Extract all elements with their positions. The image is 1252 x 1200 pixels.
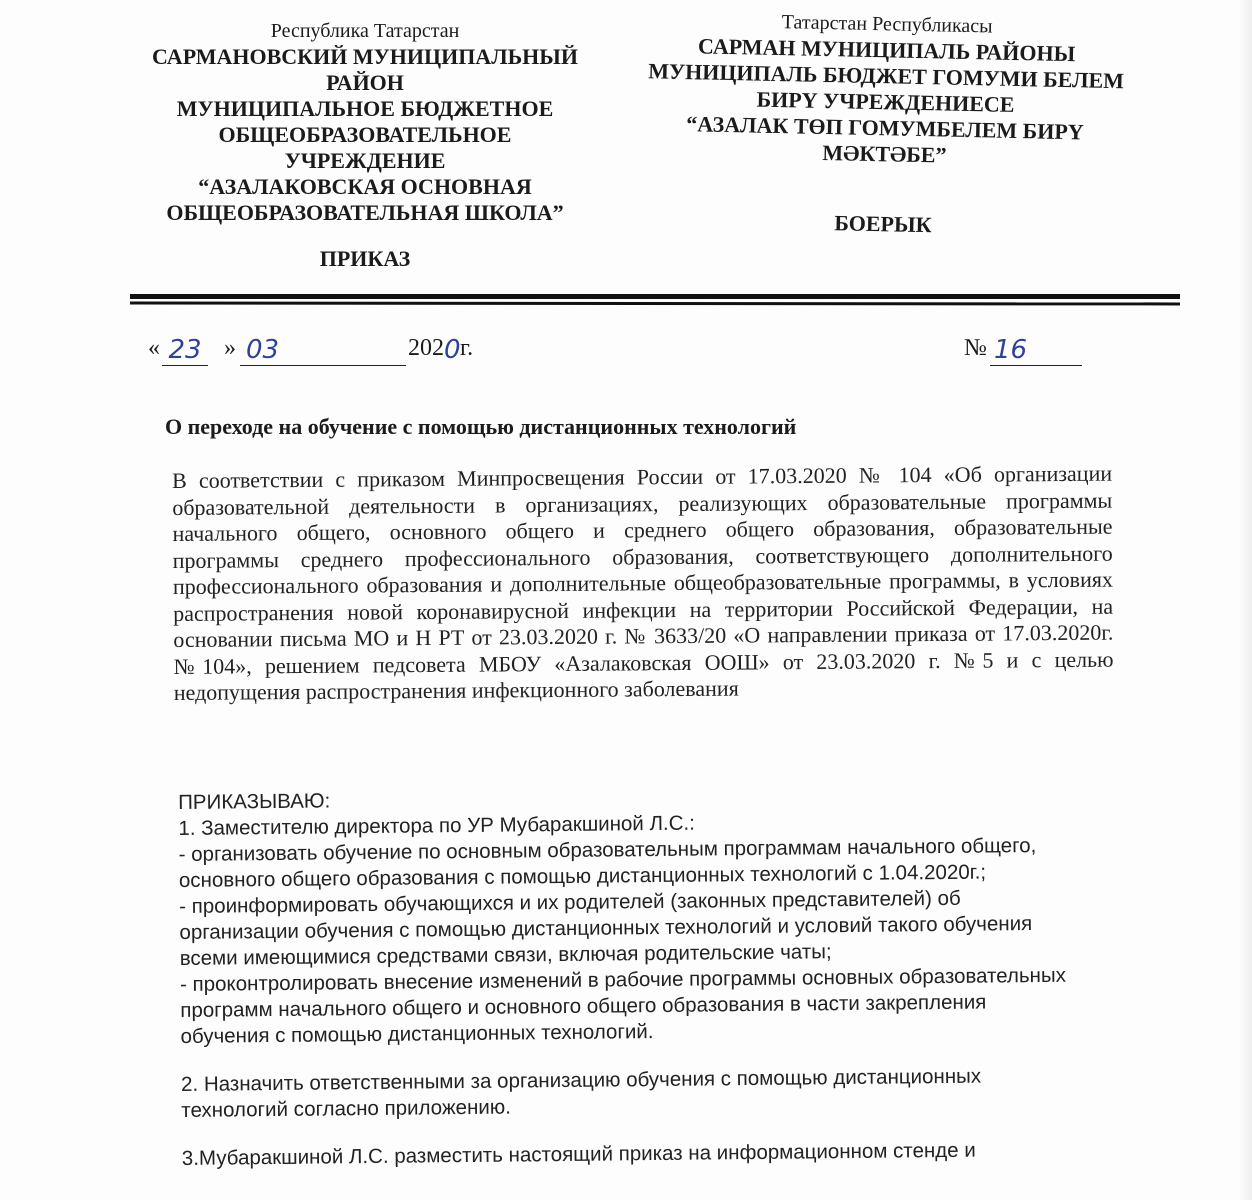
header-left-line: МУНИЦИПАЛЬНОЕ БЮДЖЕТНОЕ (176, 96, 554, 121)
header-right-line: МӘКТӘБЕ” (822, 139, 947, 168)
order-item-1-c: - проконтролировать внесение изменений в рабочие программы основных образовательных программ начального общего и основного общего образования в части закрепления обучения с помощью дистанционных технологий. (179, 963, 1067, 1048)
date-year-suffix: г. (460, 335, 474, 361)
order-section (178, 781, 1082, 1172)
date-number-row (148, 335, 1088, 375)
date-close-quote: » (224, 335, 236, 361)
order-item-3: 3.Мубаракшиной Л.С. разместить настоящий приказ на информационном стенде и (181, 1138, 976, 1170)
header-left-line: ОБЩЕОБРАЗОВАТЕЛЬНОЕ (218, 122, 512, 147)
header-right-block (630, 6, 1140, 243)
header-right-line: “АЗАЛАК ТӨП ГОМУМБЕЛЕМ БИРҮ (686, 111, 1084, 145)
header-left-block (135, 18, 595, 272)
header-divider-thick (130, 294, 1180, 299)
header-left-republic: Республика Татарстан (270, 20, 460, 42)
order-item-1-a: - организовать обучение по основным образовательным программам начального общего, основного общего образования с помощью дистанционных технологий с 1.04.2020г.; (178, 834, 1037, 892)
scan-edge-shadow (1238, 0, 1252, 1200)
header-divider-thin (130, 302, 1180, 306)
date-month: 03 (240, 335, 406, 366)
preamble-paragraph: В соответствии с приказом Минпросвещения России от 17.03.2020 № 104 «Об организации образовательной деятельности в организациях, реализующих образовательные программы начального общего, основного общего и среднего общего образования, образовательные программы среднего профессионального образования, соответствующего дополнительного профессионального образования и дополнительные общеобразовательные программы, в условиях распространения новой коронавирусной инфекции на территории Российской Федерации, на основании письма МО и Н РТ от 23.03.2020 г. № 3633/20 «О направлении приказа от 17.03.2020г. №104», решением педсовета МБОУ «Азалаковская ООШ» от 23.03.2020 г. №5 и с целью недопущения распространения инфекционного заболевания (172, 460, 1114, 705)
date-open-quote: « (148, 335, 160, 361)
header-right-line: МУНИЦИПАЛЬ БЮДЖЕТ ГОМУМИ БЕЛЕМ (647, 58, 1125, 94)
header-right-line: САРМАН МУНИЦИПАЛЬ РАЙОНЫ (697, 33, 1076, 67)
date-year-handwritten: 0 (444, 335, 461, 365)
header-right-republic: Татарстан Республикасы (781, 11, 993, 38)
order-heading: ПРИКАЗЫВАЮ: (178, 789, 331, 814)
header-left-line: ОБЩЕОБРАЗОВАТЕЛЬНАЯ ШКОЛА” (166, 200, 564, 225)
header-left-line: САРМАНОВСКИЙ МУНИЦИПАЛЬНЫЙ (152, 44, 578, 69)
header-left-line: “АЗАЛАКОВСКАЯ ОСНОВНАЯ (198, 174, 532, 199)
header-left-line: РАЙОН (326, 70, 404, 95)
date-year-prefix: 202 (408, 335, 444, 361)
order-title: О переходе на обучение с помощью дистанционных технологий (165, 414, 797, 439)
date-day: 23 (162, 335, 208, 366)
header-right-line: БИРҮ УЧРЕЖДЕНИЕСЕ (756, 86, 1015, 117)
doc-type-tt: БОЕРЫК (834, 210, 932, 238)
order-item-1-b: - проинформировать обучающихся и их родителей (законных представителей) об организации обучения с помощью дистанционных технологий и условий такого обучения всеми имеющимися средствами связи, включая родительские чаты; (179, 886, 1033, 970)
doc-type-ru: ПРИКАЗ (319, 246, 411, 271)
header-left-line: УЧРЕЖДЕНИЕ (284, 148, 446, 173)
order-item-2: 2. Назначить ответственными за организацию обучения с помощью дистанционных технологий согласно приложению. (180, 1064, 982, 1122)
order-number-label: № (964, 335, 987, 361)
order-number: 16 (990, 335, 1082, 366)
order-item-1-title: 1. Заместителю директора по УР Мубаракшиной Л.С.: (178, 811, 695, 840)
